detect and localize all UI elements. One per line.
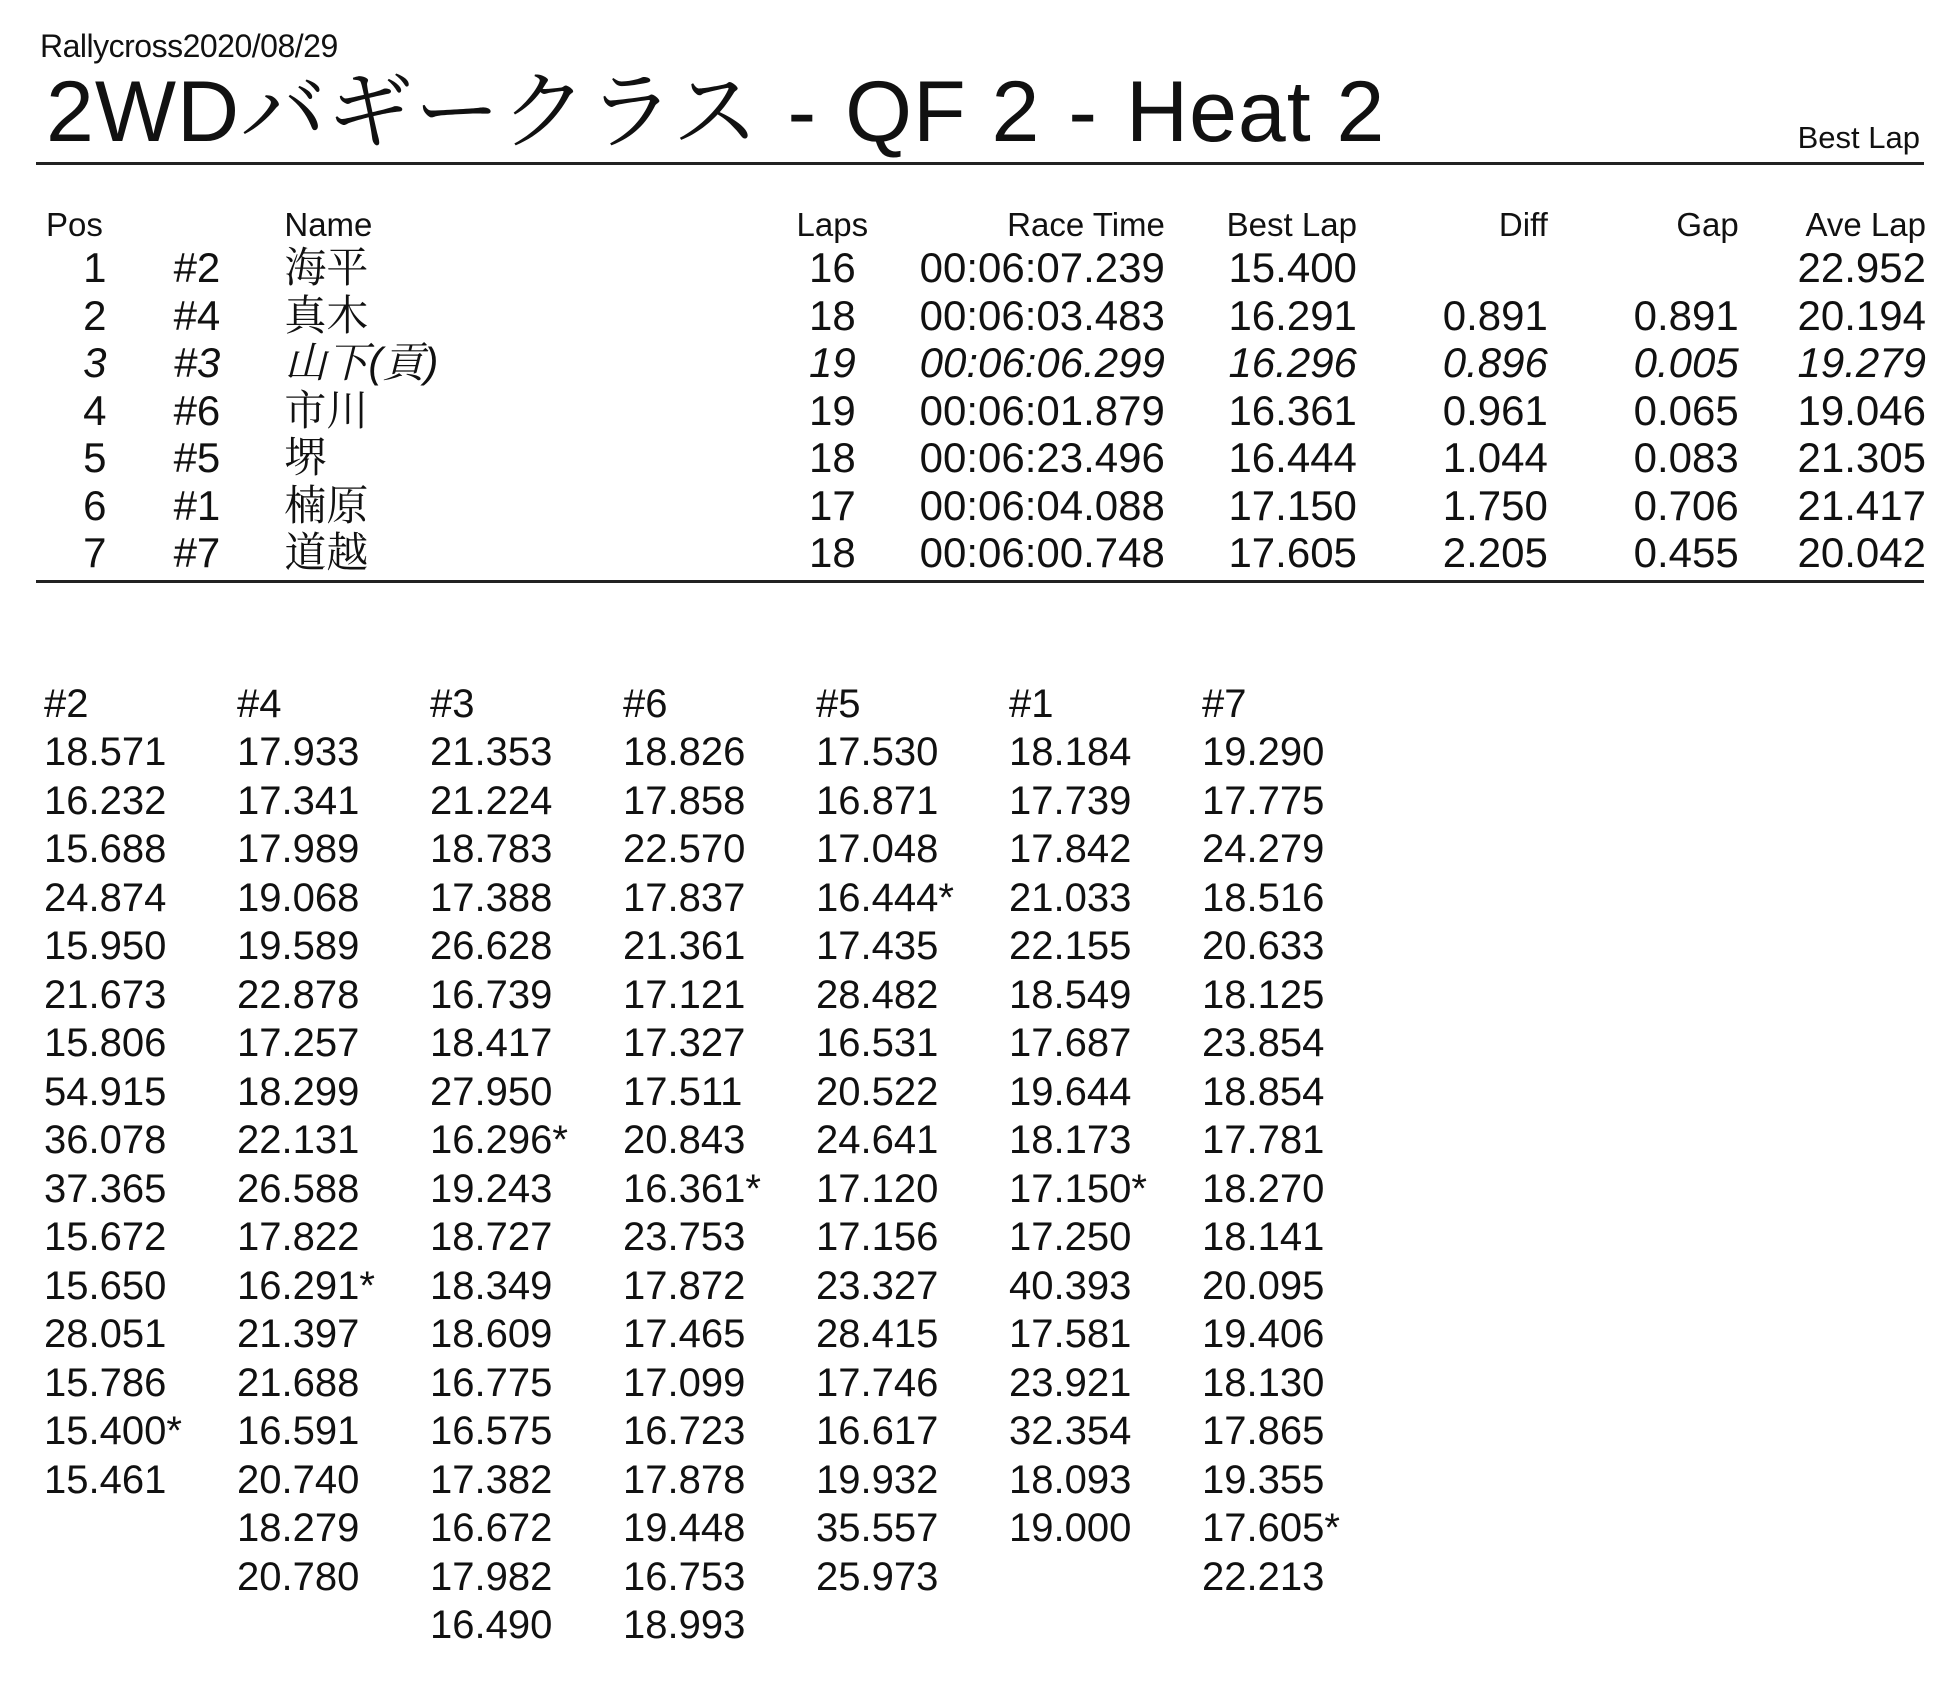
lap-time: 19.290 [1202,730,1325,774]
lap-time: 23.854 [1202,1021,1325,1065]
result-num: #2 [173,244,221,291]
result-gap: 0.455 [1633,529,1739,576]
lap-time: 16.444* [816,875,954,920]
lap-time: 28.051 [44,1312,167,1356]
title-round: QF 2 [845,64,1041,160]
lap-time: 16.531 [816,1021,939,1065]
lap-time: 17.858 [623,778,746,823]
lap-time: 17.775 [1202,778,1325,823]
result-num: #7 [173,529,221,576]
result-ave-lap: 21.417 [1797,481,1926,529]
lap-time: 18.783 [430,827,553,871]
lap-time: 17.581 [1009,1312,1132,1356]
event-name: Rallycross2020/08/29 [40,28,338,64]
result-pos: 1 [83,244,107,291]
lap-time: 21.361 [623,924,746,968]
lap-time: 35.557 [816,1506,939,1550]
lap-time: 17.837 [623,875,746,920]
lap-time: 18.349 [430,1263,553,1308]
lap-time: 17.746 [816,1360,939,1405]
header-divider [36,162,1924,165]
lap-time: 21.673 [44,972,167,1017]
result-best-lap: 17.150 [1228,481,1357,529]
lap-time: 20.522 [816,1069,939,1114]
lap-time: 16.672 [430,1506,553,1550]
result-ave-lap: 19.279 [1797,339,1926,386]
col-name: Name [284,206,373,243]
result-name: 楠原 [284,481,369,529]
result-pos: 4 [83,386,107,434]
lap-time: 17.872 [623,1263,746,1308]
lap-time: 18.130 [1202,1360,1325,1405]
lap-time: 17.465 [623,1312,746,1356]
lap-column-car: #5 [816,682,861,726]
lap-time: 17.865 [1202,1409,1325,1453]
result-best-lap: 16.296 [1228,339,1357,386]
lap-time: 17.120 [816,1166,939,1211]
lap-time: 15.461 [44,1457,167,1502]
col-pos: Pos [46,206,103,243]
result-best-lap: 16.291 [1228,291,1357,339]
result-num: #3 [173,339,221,386]
result-diff: 1.044 [1442,434,1548,481]
lap-time: 22.131 [237,1118,360,1162]
lap-time: 18.516 [1202,875,1325,920]
lap-time: 22.570 [623,827,746,871]
result-best-lap: 17.605 [1228,529,1357,576]
lap-time: 17.156 [816,1215,939,1259]
lap-column-car: #4 [237,682,282,726]
lap-time: 17.878 [623,1457,746,1502]
result-gap: 0.005 [1633,339,1739,386]
result-diff [1357,244,1548,292]
lap-time: 18.993 [623,1603,746,1647]
results-divider [36,580,1924,583]
lap-time: 15.806 [44,1021,167,1065]
lap-time: 21.688 [237,1360,360,1405]
lap-time: 21.397 [237,1312,360,1356]
lap-time: 17.121 [623,972,746,1017]
lap-time: 28.415 [816,1312,939,1356]
result-gap: 0.083 [1633,434,1739,481]
lap-time: 21.033 [1009,875,1132,920]
lap-time: 19.589 [237,924,360,968]
lap-column-car: #2 [44,682,89,726]
lap-time: 23.921 [1009,1360,1132,1405]
lap-time: 18.173 [1009,1118,1132,1162]
result-name: 市川 [284,386,369,434]
results-header-row [36,196,1926,244]
lap-time: 17.150* [1009,1166,1147,1211]
lap-time: 18.270 [1202,1166,1325,1211]
lap-column-car: #6 [623,682,668,726]
lap-time: 17.989 [237,827,360,871]
result-num: #4 [173,291,221,339]
result-laps: 17 [808,481,856,529]
lap-time: 17.341 [237,778,360,823]
result-gap: 0.065 [1633,386,1739,434]
lap-time: 40.393 [1009,1263,1132,1308]
lap-time: 16.871 [816,778,939,823]
title-heat: Heat 2 [1125,64,1386,160]
lap-time: 17.382 [430,1457,553,1502]
sort-label: Best Lap [1797,120,1920,155]
lap-time: 15.950 [44,924,167,968]
result-row [36,339,1926,387]
lap-time: 36.078 [44,1118,167,1162]
lap-time: 19.243 [430,1166,553,1211]
lap-time: 15.400* [44,1409,182,1453]
result-best-lap: 16.361 [1228,386,1357,434]
page-title [46,62,1385,162]
result-gap: 0.891 [1633,291,1739,339]
result-pos: 7 [83,529,107,576]
lap-time: 20.780 [237,1554,360,1599]
result-name: 海平 [284,244,369,291]
lap-time: 18.417 [430,1021,553,1065]
lap-time: 16.753 [623,1554,746,1599]
result-name: 山下(貢) [284,339,439,386]
result-ave-lap: 20.194 [1797,291,1926,339]
lap-time: 23.753 [623,1215,746,1259]
lap-time: 18.854 [1202,1069,1325,1114]
result-diff: 0.961 [1442,386,1548,434]
col-race-time: Race Time [1007,206,1165,243]
lap-time: 15.650 [44,1263,167,1308]
result-row [36,244,1926,292]
lap-time: 17.327 [623,1021,746,1065]
result-race-time: 00:06:06.299 [919,339,1165,386]
lap-column [816,680,1009,1650]
result-diff: 1.750 [1442,481,1548,529]
lap-time: 16.490 [430,1603,553,1647]
result-name: 真木 [284,291,369,339]
col-ave-lap: Ave Lap [1805,206,1926,243]
lap-time: 20.843 [623,1118,746,1162]
lap-time: 37.365 [44,1166,167,1211]
lap-column [430,680,623,1650]
result-row [36,529,1926,577]
lap-column-car: #7 [1202,682,1247,726]
lap-time: 15.672 [44,1215,167,1259]
lap-time: 17.257 [237,1021,360,1065]
lap-time: 17.048 [816,827,939,871]
lap-time: 19.000 [1009,1506,1132,1550]
lap-time: 17.687 [1009,1021,1132,1065]
lap-time: 54.915 [44,1069,167,1114]
lap-time: 16.617 [816,1409,939,1453]
result-ave-lap: 22.952 [1797,244,1926,291]
result-laps: 18 [808,529,856,576]
lap-time: 17.099 [623,1360,746,1405]
lap-time: 17.435 [816,924,939,968]
lap-time: 17.511 [623,1069,743,1114]
result-pos: 3 [83,339,107,386]
result-row [36,434,1926,482]
lap-time: 17.388 [430,875,553,920]
result-row [36,387,1926,435]
result-race-time: 00:06:07.239 [919,244,1165,291]
result-name: 道越 [284,529,369,576]
result-race-time: 00:06:00.748 [919,529,1165,576]
result-diff: 0.896 [1442,339,1548,386]
lap-time: 15.688 [44,827,167,871]
result-pos: 2 [83,291,107,339]
result-gap: 0.706 [1633,481,1739,529]
lap-time: 17.605* [1202,1506,1340,1550]
lap-time: 16.232 [44,778,167,823]
lap-times-grid [44,680,1395,1650]
lap-column-car: #1 [1009,682,1054,726]
lap-time: 17.822 [237,1215,360,1259]
lap-time: 26.588 [237,1166,360,1211]
lap-time: 19.068 [237,875,360,920]
lap-column [237,680,430,1650]
results-table [36,196,1926,577]
lap-time: 17.842 [1009,827,1132,871]
lap-time: 26.628 [430,924,553,968]
result-best-lap: 15.400 [1228,244,1357,291]
lap-time: 21.353 [430,730,553,774]
lap-time: 18.093 [1009,1457,1132,1502]
col-num [154,196,267,244]
result-ave-lap: 21.305 [1797,434,1926,481]
lap-time: 24.641 [816,1118,939,1162]
lap-time: 19.448 [623,1506,746,1550]
lap-time: 16.775 [430,1360,553,1405]
lap-time: 27.950 [430,1069,553,1114]
lap-time: 18.826 [623,730,746,774]
result-row [36,482,1926,530]
result-pos: 5 [83,434,107,481]
lap-time: 20.633 [1202,924,1325,968]
lap-time: 18.125 [1202,972,1325,1017]
lap-time: 18.571 [44,730,167,774]
lap-time: 18.549 [1009,972,1132,1017]
title-class: 2WDバギークラス [46,64,760,160]
lap-time: 17.781 [1202,1118,1325,1162]
lap-column [1009,680,1202,1650]
result-row [36,292,1926,340]
lap-time: 16.575 [430,1409,553,1453]
lap-time: 15.786 [44,1360,167,1405]
lap-time: 23.327 [816,1263,939,1308]
lap-time: 16.591 [237,1409,360,1453]
lap-time: 24.279 [1202,827,1325,871]
result-laps: 19 [808,339,856,386]
lap-column [1202,680,1395,1650]
result-pos: 6 [83,481,107,529]
result-num: #1 [173,481,221,529]
lap-time: 18.279 [237,1506,360,1550]
lap-time: 17.933 [237,730,360,774]
lap-time: 17.530 [816,730,939,774]
lap-time: 16.296* [430,1118,568,1162]
title-separator: - [787,64,818,160]
lap-time: 16.361* [623,1166,761,1211]
lap-time: 28.482 [816,972,939,1017]
lap-time: 18.184 [1009,730,1132,774]
lap-time: 19.406 [1202,1312,1325,1356]
result-laps: 16 [808,244,856,291]
result-laps: 19 [808,386,856,434]
lap-time: 20.095 [1202,1263,1325,1308]
result-race-time: 00:06:03.483 [919,291,1165,339]
lap-time: 22.213 [1202,1554,1325,1599]
result-race-time: 00:06:01.879 [919,386,1165,434]
lap-time: 22.155 [1009,924,1132,968]
lap-column [623,680,816,1650]
lap-column [44,680,237,1650]
result-num: #5 [173,434,221,481]
lap-time: 18.609 [430,1312,553,1356]
result-ave-lap: 19.046 [1797,386,1926,434]
col-gap: Gap [1676,206,1739,243]
result-name: 堺 [284,434,327,481]
result-diff: 0.891 [1442,291,1548,339]
lap-time: 19.932 [816,1457,939,1502]
col-laps: Laps [796,206,869,243]
lap-time: 17.982 [430,1554,553,1599]
result-race-time: 00:06:23.496 [919,434,1165,481]
result-race-time: 00:06:04.088 [919,481,1165,529]
result-num: #6 [173,386,221,434]
lap-time: 16.739 [430,972,553,1017]
lap-time: 16.723 [623,1409,746,1453]
lap-time: 19.355 [1202,1457,1325,1502]
result-gap [1548,244,1739,292]
lap-time: 32.354 [1009,1409,1132,1453]
result-best-lap: 16.444 [1228,434,1357,481]
result-laps: 18 [808,291,856,339]
result-laps: 18 [808,434,856,481]
lap-column-car: #3 [430,682,475,726]
lap-time: 16.291* [237,1263,375,1308]
lap-time: 18.141 [1202,1215,1325,1259]
col-best-lap: Best Lap [1226,206,1357,243]
col-diff: Diff [1498,206,1548,243]
lap-time: 22.878 [237,972,360,1017]
result-diff: 2.205 [1442,529,1548,576]
lap-time: 24.874 [44,875,167,920]
result-ave-lap: 20.042 [1797,529,1926,576]
lap-time: 17.739 [1009,778,1132,823]
lap-time: 19.644 [1009,1069,1132,1114]
lap-time: 25.973 [816,1554,939,1599]
lap-time: 21.224 [430,778,553,823]
lap-time: 20.740 [237,1457,360,1502]
lap-time: 17.250 [1009,1215,1132,1259]
lap-time: 18.299 [237,1069,360,1114]
lap-time: 18.727 [430,1215,553,1259]
title-separator: - [1068,64,1098,160]
